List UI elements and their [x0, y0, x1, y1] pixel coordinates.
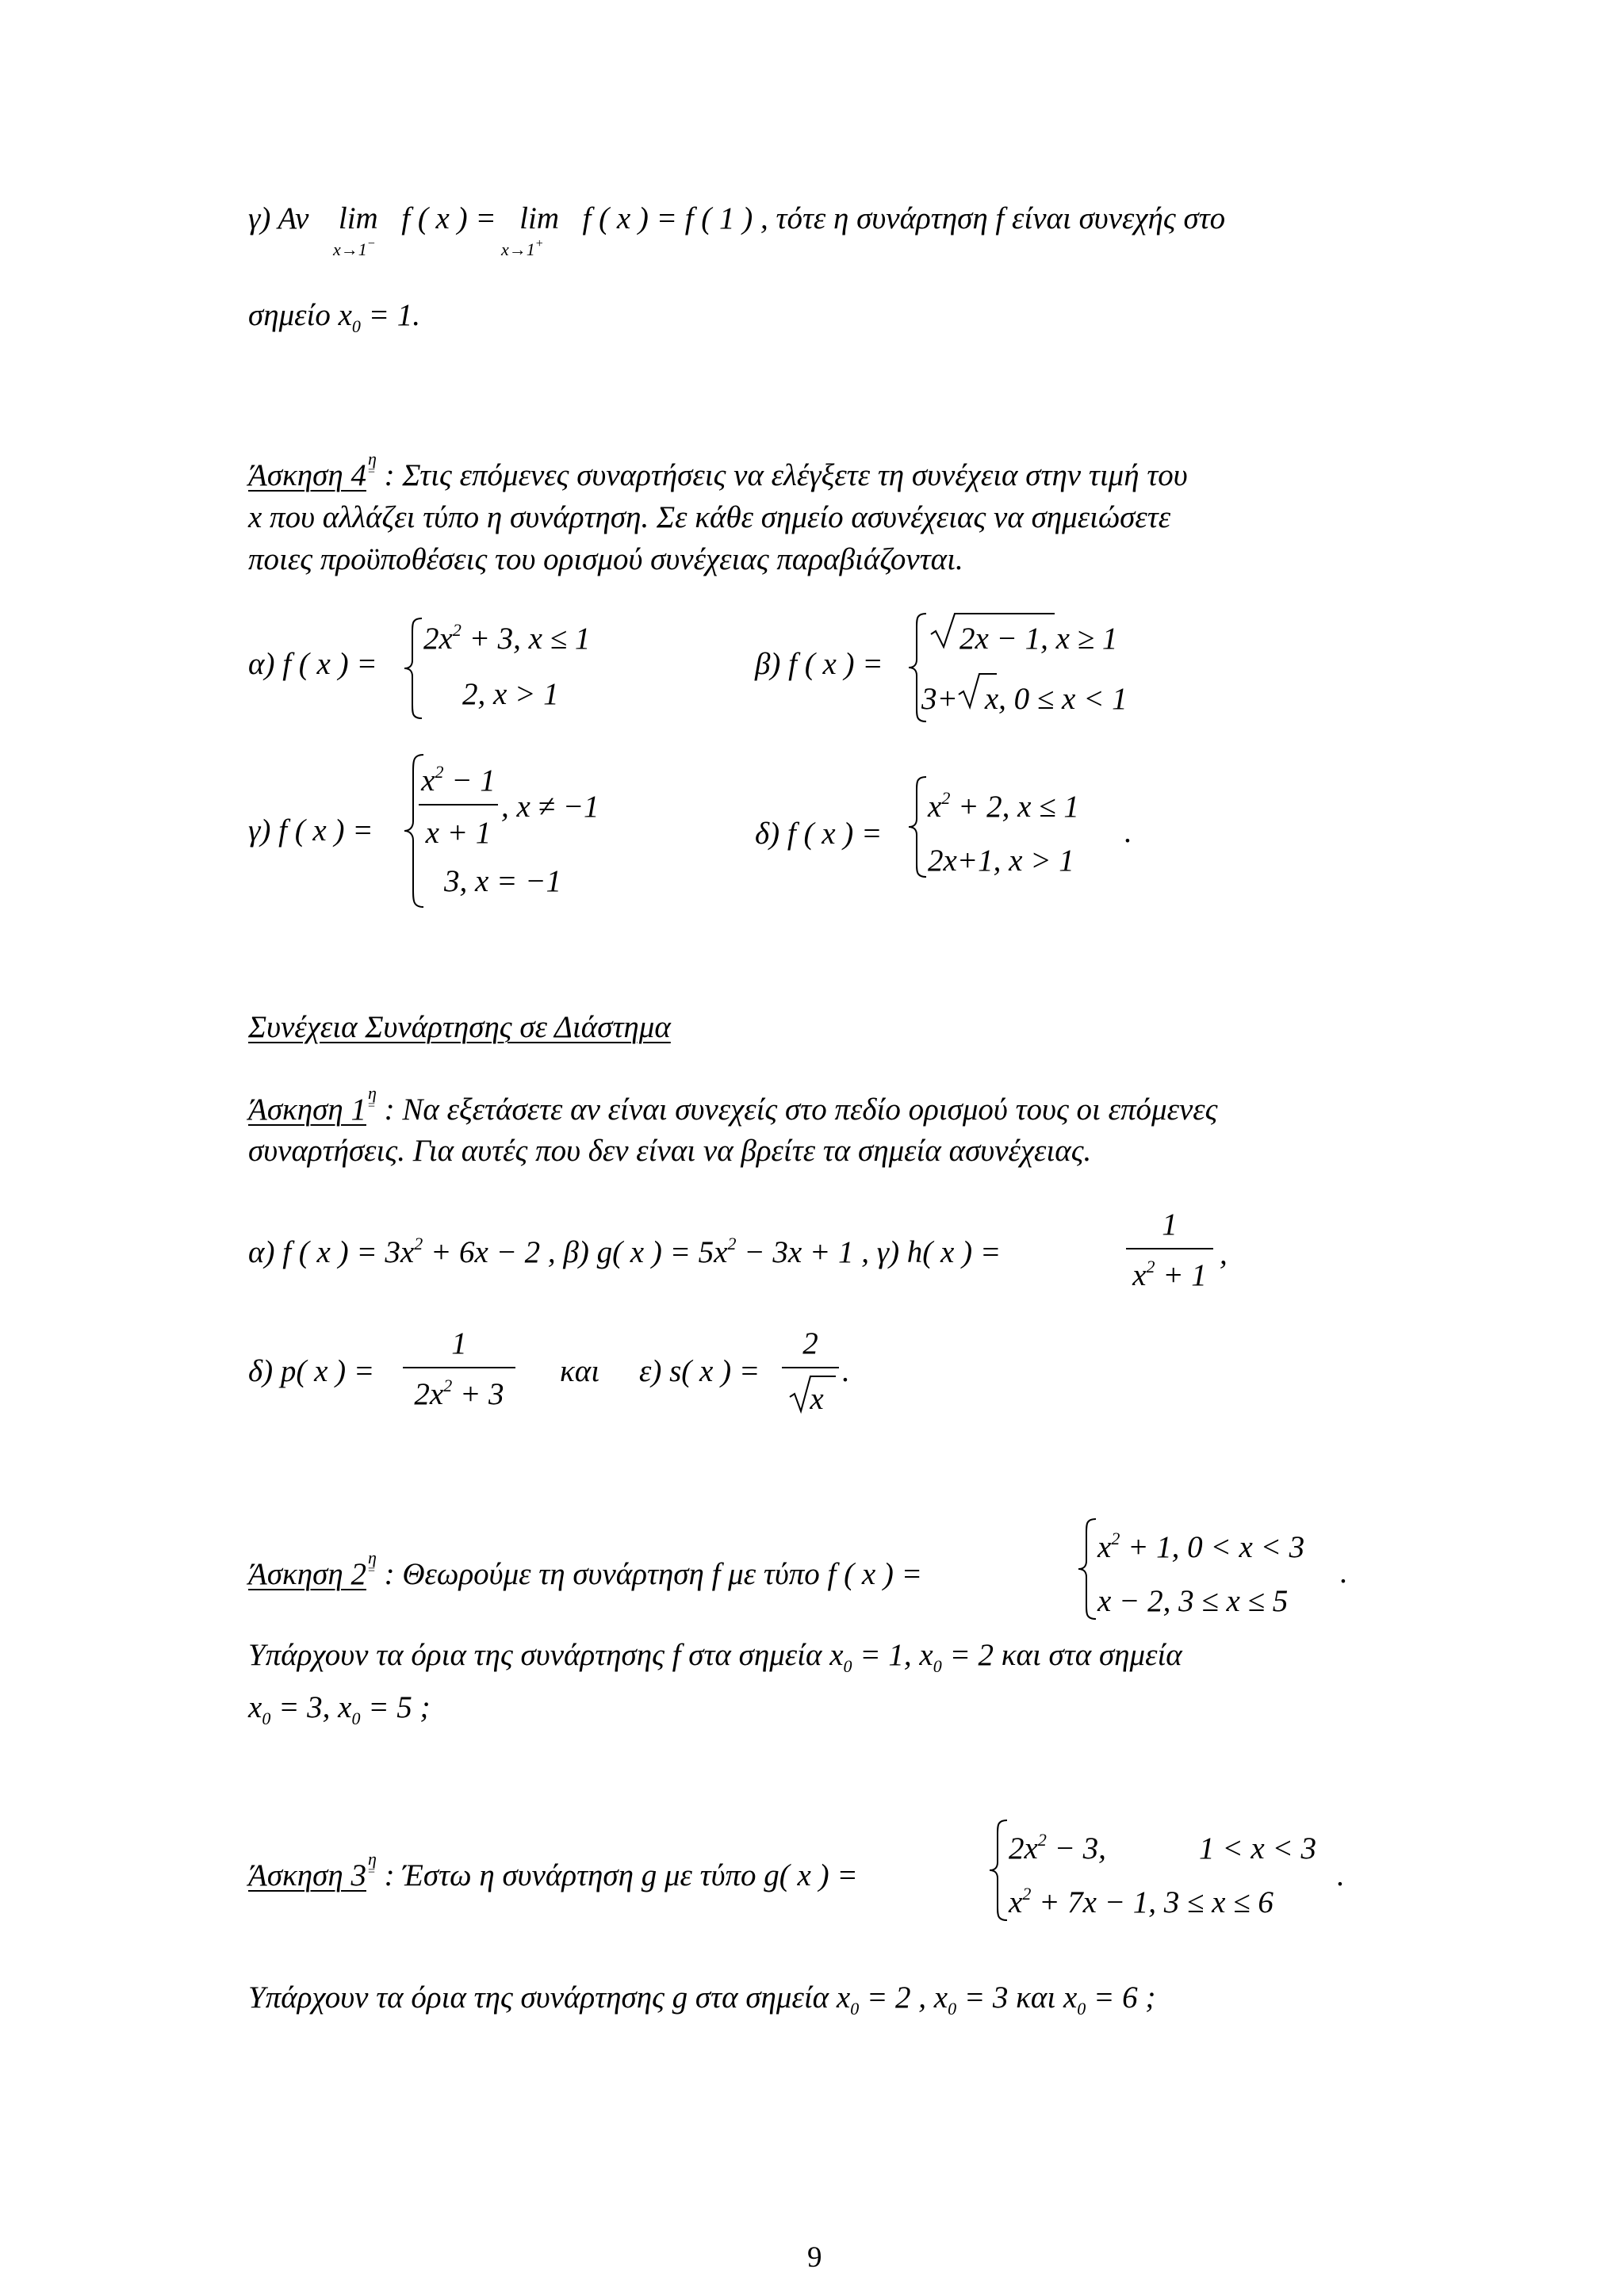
- ex2-case-2: x − 2, 3 ≤ x ≤ 5: [1097, 1584, 1289, 1618]
- exercise-1-heading: Άσκηση 1 η = : Να εξετάσετε αν είναι συνεχείς στο πεδίο ορισμού τους οι επόμενες: [248, 1083, 1218, 1127]
- function-p-label: δ) p( x ) =: [248, 1354, 375, 1388]
- ordinal-mark: η =: [367, 1849, 377, 1878]
- lim-left: lim: [338, 201, 378, 235]
- piecewise-d-case-2: 2x+1, x > 1: [928, 844, 1074, 878]
- lim-right: lim: [519, 201, 560, 235]
- ex3-case-1: $2x^2 - 3$,: [1009, 1830, 1106, 1866]
- exercise-1-text-2: συναρτήσεις. Για αυτές που δεν είναι να βρείτε τα σημεία ασυνέχειας.: [248, 1134, 1092, 1168]
- piecewise-d-dot: .: [1124, 815, 1132, 849]
- piecewise-d-case-1: $x^2 + 2$, x ≤ 1: [928, 788, 1079, 824]
- ex2-question-2: $x_0 = 3$, $x_0 = 5$ ;: [248, 1690, 431, 1728]
- ex3-case-1-condition: 1 < x < 3: [1199, 1831, 1316, 1866]
- ordinal-mark: η =: [367, 449, 377, 478]
- ex2-question-1: Υπάρχουν τα όρια της συνάρτησης f στα σημεία $x_0 = 1$, $x_0 = 2$ και στα σημεία: [248, 1638, 1182, 1676]
- ex3-question: Υπάρχουν τα όρια της συνάρτησης g στα σημεία $x_0 = 2$ , $x_0 = 3$ και $x_0 = 6$ ;: [248, 1980, 1156, 2019]
- limit-rest: f ( x ) = f ( 1 ) , τότε η συνάρτηση f είναι συνεχής στο: [582, 201, 1226, 235]
- piecewise-a-label: α) f ( x ) =: [248, 647, 377, 681]
- fraction-p: 1 $2x^2 + 3$: [403, 1326, 515, 1413]
- piecewise-b-case-1: 2x − 1, x ≥ 1: [959, 622, 1118, 656]
- ordinal-mark: η =: [367, 1548, 377, 1577]
- limit-statement: [248, 203, 1225, 234]
- piecewise-c-label: γ) f ( x ) =: [248, 813, 373, 848]
- exercise-2-heading: Άσκηση 2 η = : Θεωρούμε τη συνάρτηση f με τύπο f ( x ) =: [248, 1548, 922, 1591]
- piecewise-c-cond-1: , x ≠ −1: [501, 790, 599, 824]
- exercise-2-label: Άσκηση 2: [248, 1557, 366, 1591]
- ex2-case-1: $x^2 + 1$, 0 < x < 3: [1097, 1529, 1305, 1564]
- brace-d: [906, 775, 929, 878]
- brace-ex2: [1075, 1517, 1099, 1621]
- exercise-4-text-3: ποιες προϋποθέσεις του ορισμού συνέχειας παραβιάζονται.: [248, 542, 963, 576]
- piecewise-b-label: β) f ( x ) =: [755, 647, 883, 681]
- page-number: 9: [807, 2241, 822, 2274]
- exercise-4-label: Άσκηση 4: [248, 458, 366, 492]
- exercise-1-label: Άσκηση 1: [248, 1093, 366, 1127]
- lim-left-subscript: x→1−: [333, 237, 376, 259]
- ex2-dot: .: [1340, 1556, 1348, 1590]
- exercise-3-heading: Άσκηση 3 η = : Έστω η συνάρτηση g με τύπο g( x ) =: [248, 1849, 858, 1892]
- ordinal-mark: η =: [367, 1083, 377, 1112]
- sqrt-b-2: [957, 671, 998, 710]
- exercise-4-heading: Άσκηση 4 η = : Στις επόμενες συναρτήσεις να ελέγξετε τη συνέχεια στην τιμή του: [248, 449, 1188, 492]
- kai-text: και: [560, 1354, 600, 1388]
- piecewise-b-case-2: 3+ x, 0 ≤ x < 1: [921, 682, 1128, 716]
- function-s-dot: .: [842, 1354, 850, 1388]
- function-s-label: ε) s( x ) =: [639, 1354, 760, 1388]
- brace-ex3: [986, 1819, 1010, 1922]
- fraction-h: 1 $x^2 + 1$: [1126, 1207, 1213, 1294]
- brace-a: [401, 617, 425, 720]
- exercise-4-text-2: x που αλλάζει τύπο η συνάρτηση. Σε κάθε σημείο ασυνέχειας να σημειώσετε: [248, 500, 1171, 534]
- piecewise-c-case-2: 3, x = −1: [444, 864, 561, 898]
- fraction-c: $x^2 - 1$ x + 1: [419, 763, 498, 850]
- sqrt-s: [788, 1373, 837, 1414]
- point-statement: σημείο $x_0 = 1$.: [248, 298, 420, 336]
- functions-line-1-comma: ,: [1220, 1237, 1228, 1271]
- section-title: Συνέχεια Συνάρτησης σε Διάστημα: [248, 1010, 671, 1044]
- piecewise-a-case-2: 2, x > 1: [462, 677, 559, 711]
- f-of-x-eq: f ( x ) =: [401, 201, 496, 235]
- fraction-s: 2 x: [782, 1326, 839, 1413]
- text-gamma-if: γ) Αν: [248, 201, 309, 235]
- ex3-case-2: $x^2 + 7x - 1$, 3 ≤ x ≤ 6: [1009, 1884, 1274, 1919]
- ex3-dot: .: [1337, 1858, 1345, 1892]
- functions-line-1: α) f ( x ) = $3x^2 + 6x - 2$ , β) g( x ) = $5x^2 - 3x + 1$ , γ) h( x ) =: [248, 1234, 1002, 1269]
- piecewise-d-label: δ) f ( x ) =: [755, 817, 883, 851]
- piecewise-a-case-1: $2x^2 + 3$, x ≤ 1: [423, 620, 591, 656]
- lim-right-subscript: x→1+: [501, 237, 544, 259]
- exercise-3-label: Άσκηση 3: [248, 1858, 366, 1892]
